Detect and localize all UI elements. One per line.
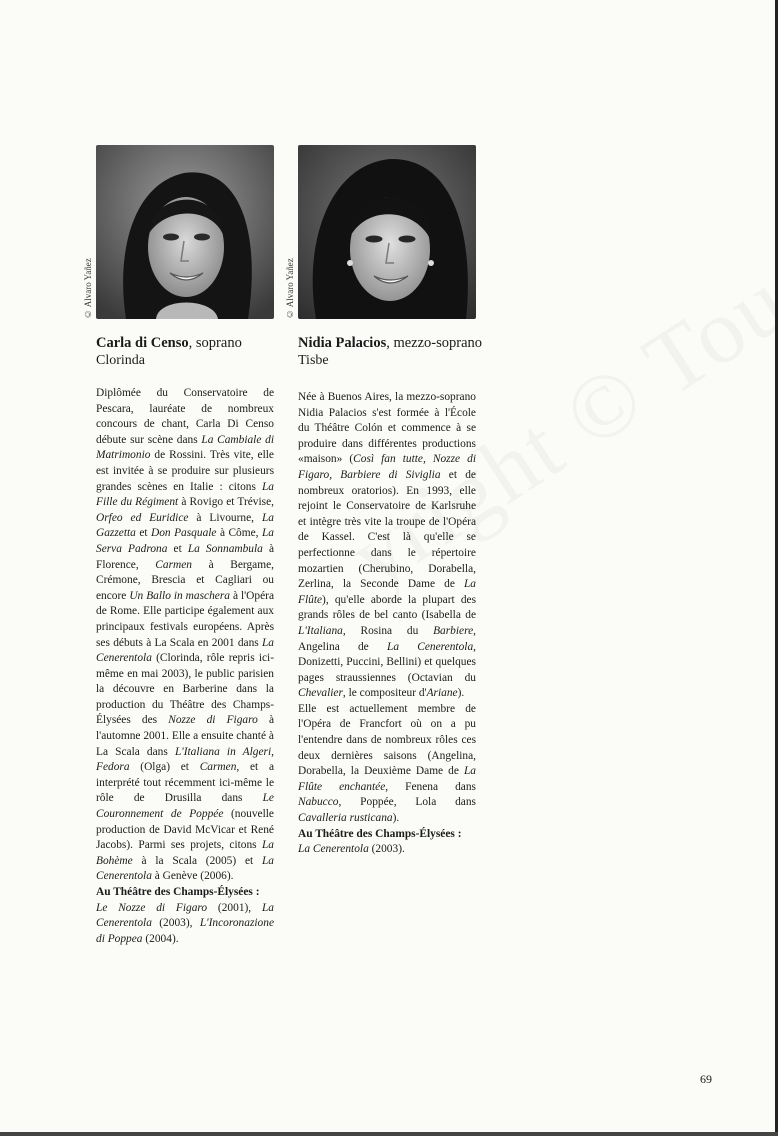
text-run: à Bergame, Crémone, Brescia et Cagliari ou encore (96, 558, 274, 602)
tce-heading: Au Théâtre des Champs-Élysées : (96, 886, 260, 898)
artist-biography (298, 390, 476, 858)
work-title: Le Couronnement de Poppée (96, 792, 274, 821)
work-title: Carmen (155, 558, 192, 571)
work-title: La Cenerentola (96, 854, 274, 883)
work-title: La Serva Padrona (96, 527, 274, 555)
tce-productions (96, 901, 274, 948)
work-title: La Cenerentola (96, 901, 274, 930)
work-title: L'Italiana (298, 624, 343, 637)
text-run: (2001), (207, 901, 262, 914)
portrait-photo-carla (96, 145, 274, 319)
text-run: à Genève (2006). (151, 870, 234, 883)
text-run: à l'automne 2001. Elle a ensuite chanté à La Scala dans (96, 714, 274, 758)
text-run: (Clorinda, rôle repris ici-même en mai 2003), le public parisien la découvre en Barberine dans la production du Théâtre des Champs-Élysées des (96, 652, 274, 727)
work-title: Orfeo ed Euridice (96, 511, 189, 524)
artist-name-line (96, 335, 274, 352)
artist-role: Clorinda (96, 353, 145, 368)
text-run: ). (457, 687, 465, 700)
text-run: , Fenena dans (385, 780, 476, 793)
work-title: La Flûte (298, 578, 476, 606)
artist-column-carla (96, 145, 274, 947)
text-run: à Côme, (216, 527, 262, 540)
text-run: , et a interprété tout récemment ici-même le rôle de Drusilla dans (96, 761, 274, 805)
work-title: La Bohème (96, 839, 274, 867)
text-run: à la Scala (2005) et (132, 854, 262, 867)
text-run: , Donizetti, Puccini, Bellini) et quelques pages straussiennes (Octavian du (298, 640, 476, 684)
photo-credit: © Alvaro Yañez (83, 258, 93, 319)
artist-name-line (298, 335, 483, 352)
text-run: (nouvelle production de David McVicar et René Jacobs). Parmi ses projets, citons (96, 808, 274, 852)
work-title: Ariane (426, 687, 458, 700)
text-run: à Rovigo et Trévise, (178, 496, 274, 509)
artist-voice: , mezzo-soprano (386, 335, 483, 351)
work-title: La Gazzetta (96, 511, 274, 540)
text-run: , Angelina de (298, 624, 476, 653)
work-title: La Sonnambula (187, 542, 263, 555)
artist-name: Nidia Palacios (298, 335, 387, 351)
work-title: Così fan tutte, Nozze di Figaro, Barbiere di Siviglia (298, 453, 476, 481)
tce-heading: Au Théâtre des Champs-Élysées : (298, 827, 462, 840)
text-run: (2004). (142, 932, 179, 945)
text-run: de Rossini. Très vite, elle est invitée à se produire sur plusieurs grandes scènes en Italie : citons (96, 449, 274, 493)
tce-productions (298, 842, 476, 858)
text-run: Née à Buenos Aires, la mezzo-soprano Nidia Palacios s'est formée à l'École du Théâtre Colón et commence à se produire dans différentes productions «maison» ( (298, 391, 476, 466)
scan-border (0, 1132, 778, 1136)
text-run: à Florence, (96, 542, 274, 571)
work-title: Cavalleria rusticana (298, 812, 393, 825)
work-title: Carmen (199, 761, 237, 774)
text-run: et (135, 527, 152, 540)
bio-paragraph (298, 390, 476, 702)
text-run: , Rosina du (342, 624, 434, 637)
work-title: Un Ballo in maschera (129, 589, 230, 602)
text-run: (2003), (151, 917, 200, 930)
work-title: La Cenerentola (386, 640, 474, 653)
text-run: et de nombreux oratorios). En 1993, elle rejoint le Conservatoire de Karlsruhe et intègre très vite la troupe de l'Opéra de Kassel. C'est là qu'elle se perfectionne dans le répertoire mozartien (Cherubino, Dorabella, Zerlina, la Seconde Dame de (298, 468, 476, 591)
text-run: (2003). (368, 843, 405, 856)
artist-voice: , soprano (188, 335, 242, 351)
work-title: La Cenerentola (298, 843, 369, 856)
text-run: ), qu'elle aborde la plupart des grands rôles de bel canto (Isabella de (298, 593, 476, 622)
work-title: La Cambiale di Matrimonio (96, 433, 274, 462)
work-title: Chevalier (298, 687, 343, 700)
text-run: Elle est actuellement membre de l'Opéra de Francfort où on a pu l'entendre dans de nombreux rôles ces deux dernières saisons (Angelina, Dorabella, la Deuxième Dame de (298, 702, 476, 778)
artist-biography (96, 386, 274, 947)
text-run: (Olga) et (129, 761, 200, 774)
artist-name: Carla di Censo (96, 335, 189, 351)
text-run: ). (392, 812, 400, 825)
work-title: Barbiere (433, 624, 474, 637)
work-title: La Cenerentola (96, 636, 274, 665)
portrait-photo-nidia (298, 145, 476, 319)
work-title: Nabucco (298, 796, 339, 809)
work-title: Le Nozze di Figaro (96, 901, 208, 914)
text-run: , Poppée, Lola dans (338, 796, 476, 809)
artist-column-nidia (298, 145, 483, 858)
work-title: La Flûte enchantée (298, 765, 476, 793)
text-run: à l'Opéra de Rome. Elle participe également aux principaux festivals européens. Après ses débuts à La Scala en 2001 dans (96, 589, 275, 649)
artist-role: Tisbe (298, 353, 329, 368)
text-run: à Livourne, (188, 511, 262, 524)
bio-paragraph (298, 702, 476, 827)
photo-credit: © Alvaro Yañez (285, 258, 295, 319)
work-title: Nozze di Figaro (168, 714, 258, 727)
page-number: 69 (700, 1072, 712, 1086)
work-title: L'Incoronazione di Poppea (96, 917, 274, 945)
work-title: La Fille du Régiment (96, 480, 274, 509)
bio-paragraph (96, 386, 274, 885)
text-run: et (167, 542, 188, 555)
work-title: Don Pasquale (151, 527, 217, 540)
work-title: L'Italiana in Algeri, Fedora (96, 745, 274, 774)
text-run: , le compositeur d' (342, 687, 427, 700)
text-run: Diplômée du Conservatoire de Pescara, lauréate de nombreux concours de chant, Carla Di Censo débute sur scène dans (96, 387, 274, 446)
